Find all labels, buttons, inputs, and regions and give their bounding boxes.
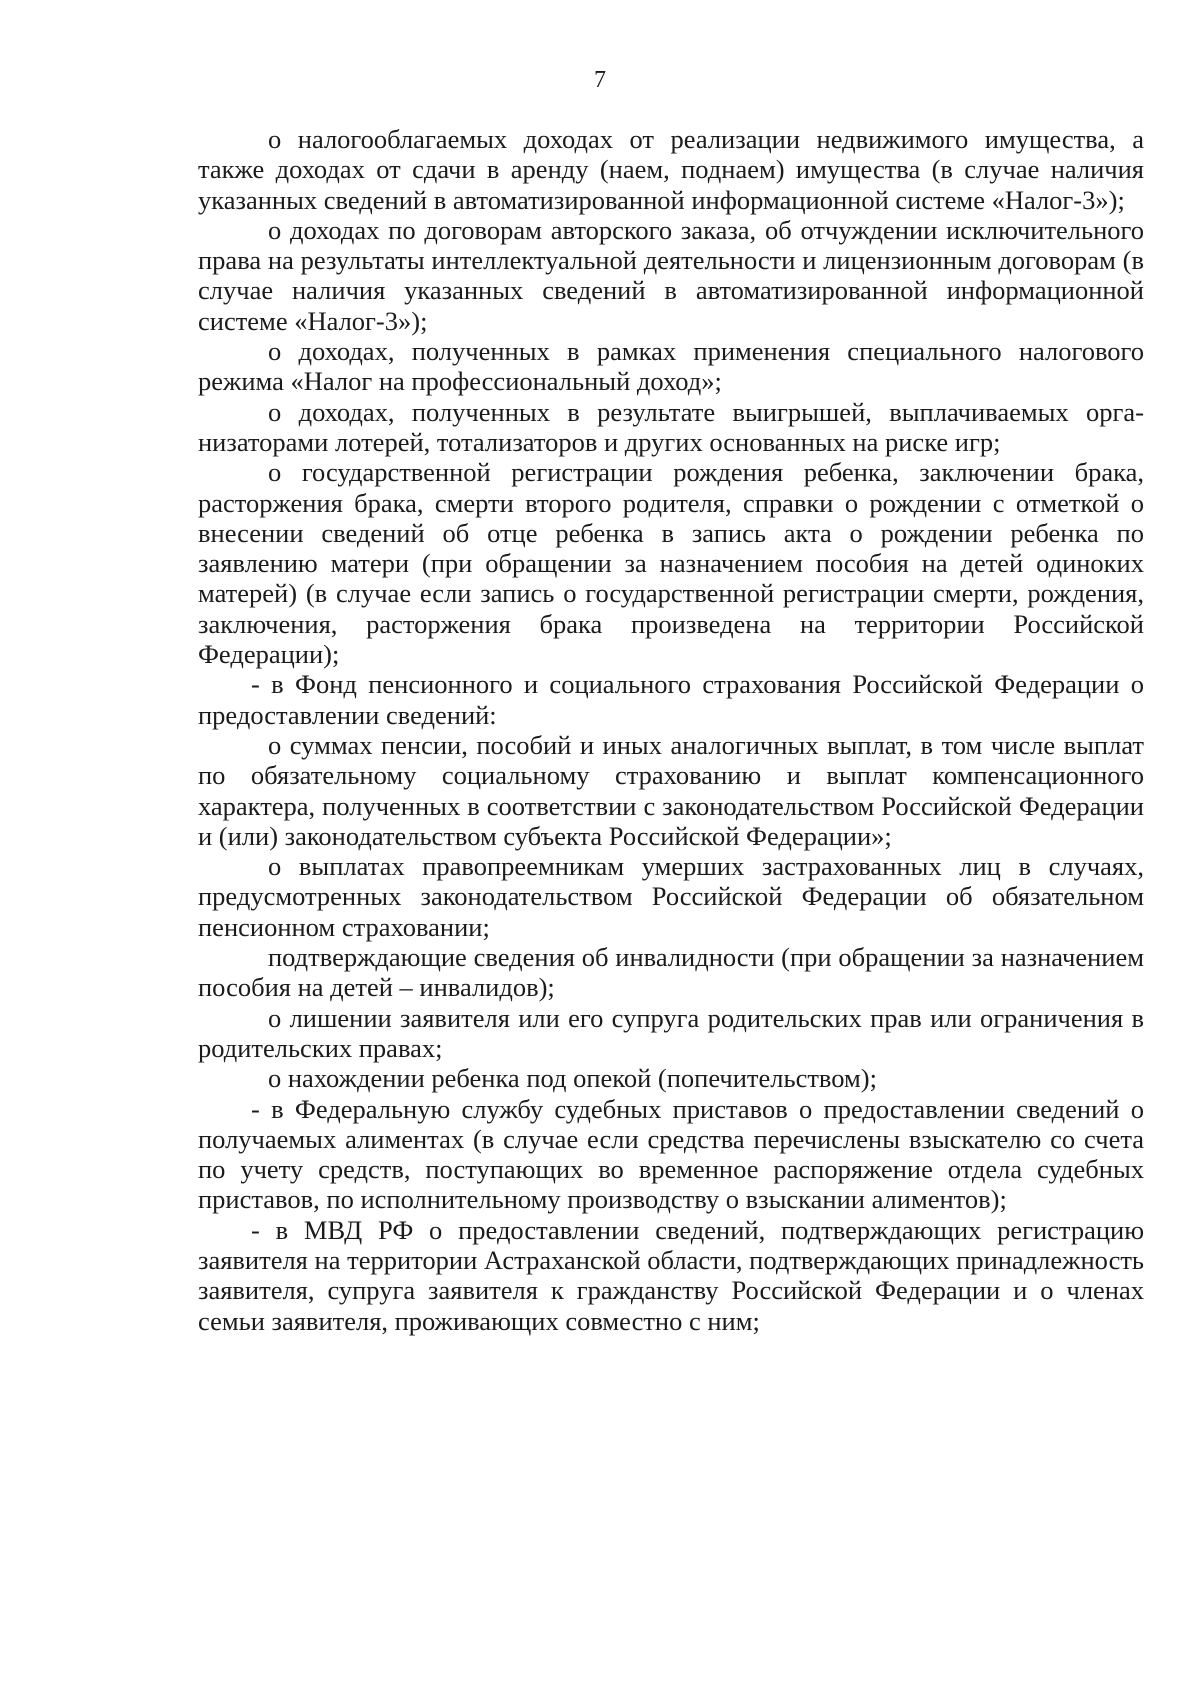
paragraph-lottery-winnings: о доходах, полученных в результате выигрышей, выплачиваемых организаторами лотерей, тотализаторов и других основанных на риске игр; <box>198 396 1144 457</box>
paragraph-pension-fund-request: - в Фонд пенсионного и социального страхования Российской Федерации о предоставлении сведений: <box>198 669 1144 730</box>
paragraph-guardianship: о нахождении ребенка под опекой (попечительством); <box>268 1063 877 1094</box>
paragraph-bailiff-service: - в Федеральную службу судебных приставов о предоставлении сведений о получаемых алиментах (в случае если средства перечислены взыскателю со счета по учету средств, поступающих во временное распоряжение отдела судебных приставов, по исполнительному производству о взыскании алиментов); <box>198 1093 1144 1215</box>
paragraph-parental-rights: о лишении заявителя или его супруга родительских прав или ограничения в родительских правах; <box>198 1002 1144 1063</box>
paragraph-professional-income-tax: о доходах, полученных в рамках применения специального налогового режима «Налог на профессиональный доход»; <box>198 336 1144 397</box>
page-number: 7 <box>594 67 606 93</box>
paragraph-disability-info: подтверждающие сведения об инвалидности (при обращении за назначением пособия на детей – инвалидов); <box>198 942 1144 1003</box>
paragraph-interior-ministry: - в МВД РФ о предоставлении сведений, подтверждающих регистрацию заявителя на территории Астраханской области, подтверждающих принадлежность заявителя, супруга заявителя к гражданству Российской Федерации и о членах семьи заявителя, проживающих совместно с ним; <box>198 1214 1144 1336</box>
document-body <box>198 124 1144 1336</box>
paragraph-author-contract-income: о доходах по договорам авторского заказа, об отчуждении исключительного права на результаты интеллектуальной деятельности и лицензионным договорам (в случае наличия указанных сведений в автоматизированной информационной системе «Налог-3»); <box>198 214 1144 336</box>
paragraph-successor-payments: о выплатах правопреемникам умерших застрахованных лиц в случаях, предусмотренных законодательством Российской Федерации об обязательном пенсионном страховании; <box>198 851 1144 942</box>
paragraph-civil-registration: о государственной регистрации рождения ребенка, заключении брака, расторжения брака, смерти второго родителя, справки о рождении с отметкой о внесении сведений об отце ребенка в запись акта о рождении ребенка по заявлению матери (при обращении за назначением пособия на детей одиноких матерей) (в случае если запись о государственной регистрации смерти, рождения, заключения, расторжения брака произведена на территории Российской Федерации); <box>198 457 1144 670</box>
paragraph-real-estate-income: о налогооблагаемых доходах от реализации недвижимого имущества, а также доходах от сдачи в аренду (наем, поднаем) имущества (в случае наличия указанных сведений в автоматизированной информационной системе «Налог-3»); <box>198 124 1144 215</box>
paragraph-pension-amounts: о суммах пенсии, пособий и иных аналогичных выплат, в том числе выплат по обязательному социальному страхованию и выплат компенсационного характера, полученных в соответствии с законодательством Российской Федерации и (или) законодательством субъекта Российской Федерации»; <box>198 729 1144 851</box>
